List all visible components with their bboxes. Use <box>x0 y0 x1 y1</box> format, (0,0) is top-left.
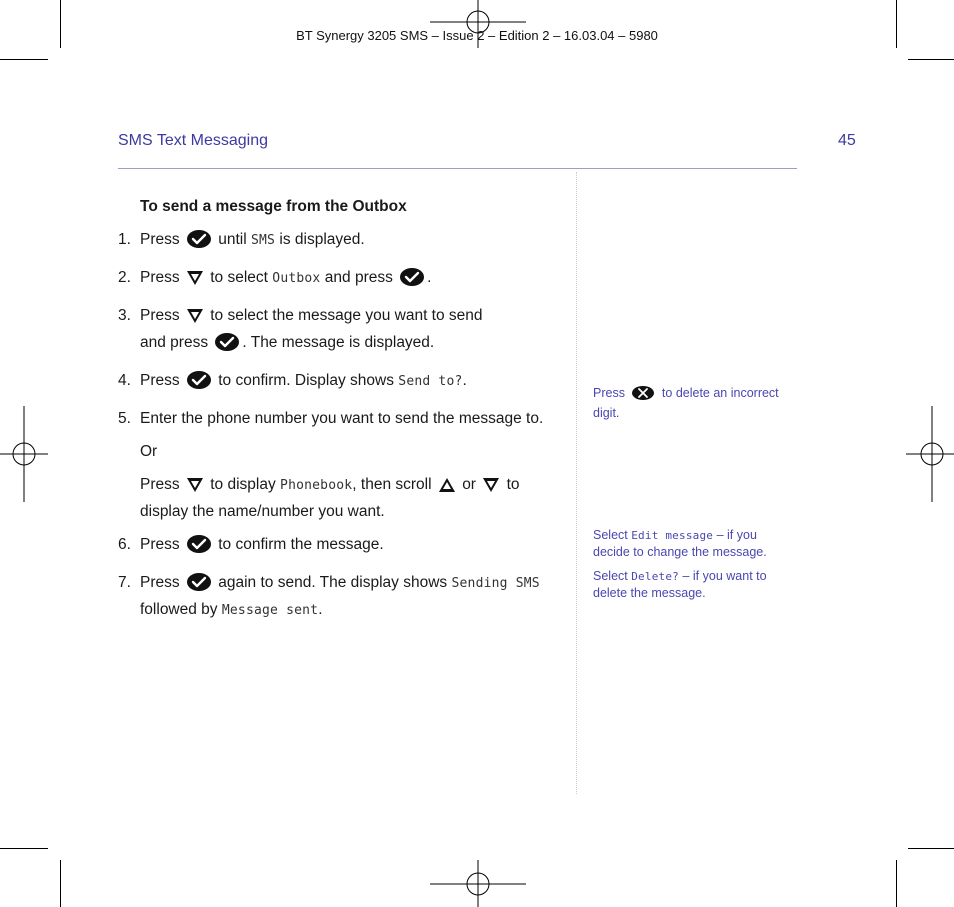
note-text: Select <box>593 528 628 542</box>
step-number: 3. <box>118 307 131 324</box>
page-number: 45 <box>838 132 856 149</box>
step-text: to confirm. Display shows <box>218 372 394 389</box>
step-text: . The message is displayed. <box>242 334 435 351</box>
step-text: . <box>462 372 467 389</box>
note-text: Press <box>593 386 625 400</box>
step-text: or <box>462 476 476 493</box>
instruction-heading: To send a message from the Outbox <box>140 198 407 215</box>
note-text: – if you decide to change the message. <box>593 528 767 559</box>
display-text: Message sent <box>221 603 319 618</box>
step-text: Press <box>140 476 180 493</box>
scroll-down-icon <box>482 476 500 501</box>
step-1 <box>118 229 548 256</box>
crop-mark <box>908 59 954 60</box>
note-text: – if you want to delete the message. <box>593 569 767 600</box>
step-4 <box>118 370 548 397</box>
step-number: 2. <box>118 269 131 286</box>
step-text: and press <box>324 269 393 286</box>
or-label: Or <box>140 443 158 460</box>
step-text: Press <box>140 536 180 553</box>
scroll-up-icon <box>438 476 456 501</box>
step-number: 7. <box>118 574 131 591</box>
step-text: Press <box>140 307 180 324</box>
step-text: to display the name/number you want. <box>140 476 520 520</box>
note-text: Select <box>593 569 628 583</box>
ok-tick-icon <box>186 534 212 561</box>
step-text: Press <box>140 372 180 389</box>
step-text: Press <box>140 231 180 248</box>
display-text: Edit message <box>631 529 714 542</box>
step-text: to confirm the message. <box>218 536 384 553</box>
crop-mark <box>896 860 897 907</box>
crop-mark <box>0 848 48 849</box>
section-title: SMS Text Messaging <box>118 132 268 149</box>
scroll-down-icon <box>186 476 204 501</box>
registration-mark <box>430 860 526 907</box>
ok-tick-icon <box>214 332 240 359</box>
step-text: and press <box>140 334 209 351</box>
display-text: SMS <box>251 233 276 248</box>
step-text: to select the message you want to send <box>210 307 483 324</box>
step-3 <box>118 305 548 359</box>
sidebar-note-delete-digit <box>593 385 793 429</box>
step-text: Enter the phone number you want to send the message to. <box>140 410 544 427</box>
step-text: is displayed. <box>279 231 365 248</box>
step-number: 1. <box>118 231 131 248</box>
step-2 <box>118 267 548 294</box>
step-text: again to send. The display shows <box>218 574 448 591</box>
step-number: 6. <box>118 536 131 553</box>
document-info-header: BT Synergy 3205 SMS – Issue 2 – Edition 2 – 16.03.04 – 5980 <box>296 28 658 43</box>
crop-mark <box>908 848 954 849</box>
display-text: Sending SMS <box>451 576 540 591</box>
main-instructions <box>118 196 548 633</box>
step-text: . <box>427 269 432 286</box>
ok-tick-icon <box>186 370 212 397</box>
registration-mark <box>0 406 48 502</box>
step-text: . <box>318 601 323 618</box>
sidebar-note-delete <box>593 568 793 601</box>
step-6 <box>118 534 548 561</box>
ok-tick-icon <box>399 267 425 294</box>
display-text: Outbox <box>272 271 321 286</box>
display-text: Delete? <box>631 570 679 583</box>
ok-tick-icon <box>186 229 212 256</box>
delete-cancel-icon <box>630 385 656 405</box>
step-5-alternative <box>118 474 548 523</box>
step-text: to select <box>210 269 268 286</box>
step-text: to display <box>210 476 276 493</box>
crop-mark <box>0 59 48 60</box>
step-text: Press <box>140 574 180 591</box>
note-text: to delete an incorrect digit. <box>593 386 779 420</box>
header-divider <box>118 168 797 169</box>
step-number: 4. <box>118 372 131 389</box>
ok-tick-icon <box>186 572 212 599</box>
step-7 <box>118 572 548 622</box>
registration-mark <box>906 406 954 502</box>
sidebar-note-edit <box>593 527 793 609</box>
crop-mark <box>60 860 61 907</box>
display-text: Phonebook <box>280 478 353 493</box>
display-text: Send to? <box>398 374 463 389</box>
step-text: until <box>218 231 247 248</box>
scroll-down-icon <box>186 269 204 294</box>
step-text: followed by <box>140 601 218 618</box>
step-number: 5. <box>118 410 131 427</box>
step-text: Press <box>140 269 180 286</box>
column-divider <box>576 172 577 794</box>
step-text: , then scroll <box>352 476 432 493</box>
step-5 <box>118 408 548 430</box>
scroll-down-icon <box>186 307 204 332</box>
